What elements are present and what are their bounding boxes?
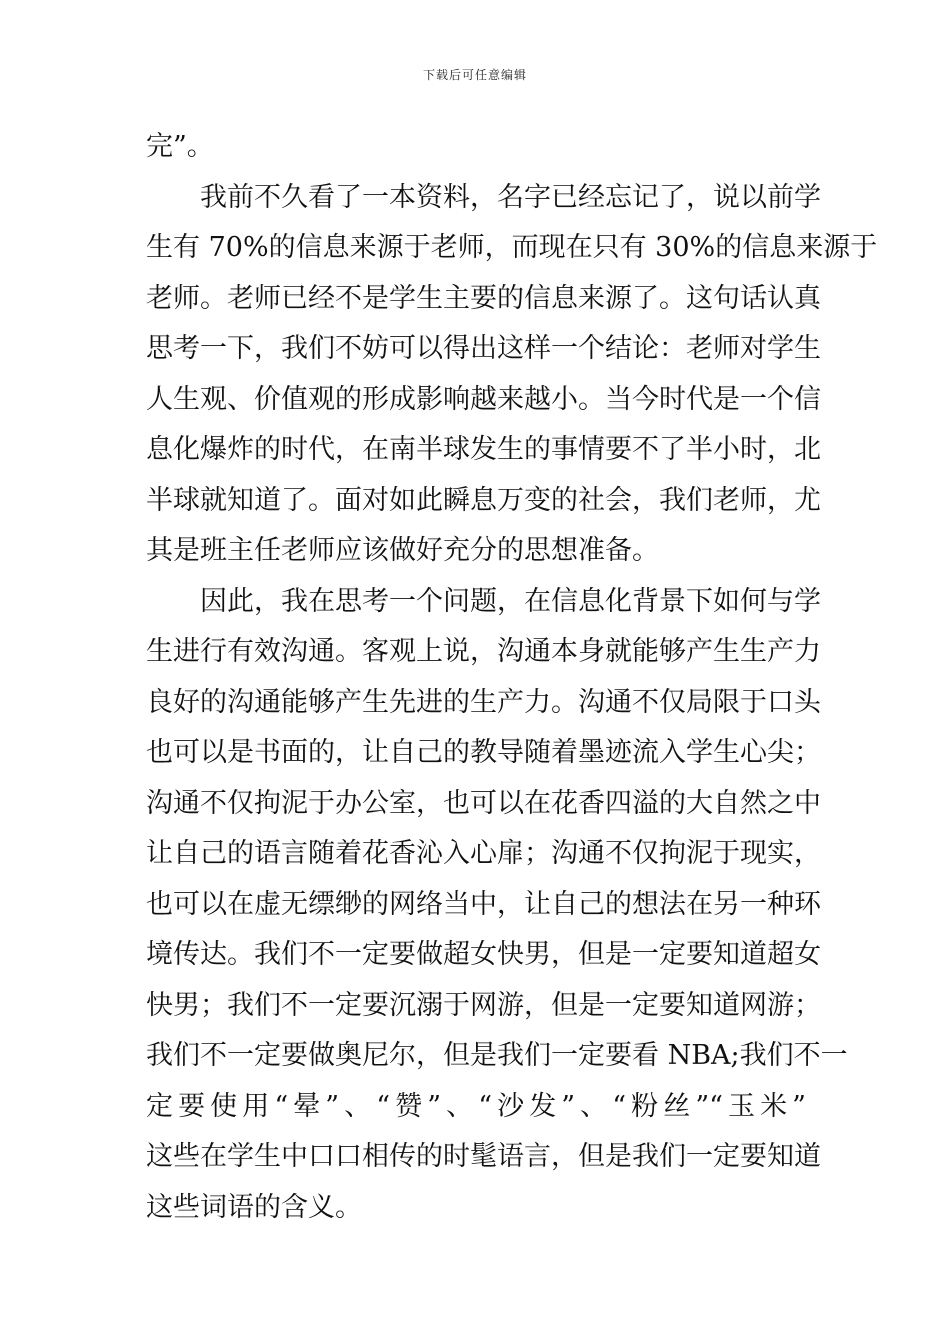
text-line: 也可以在虚无缥缈的网络当中，让自己的想法在另一种环 [146,888,821,920]
text-line: 定要使用“晕”、“赞”、“沙发”、“粉丝”“玉米” [146,1090,806,1122]
text-line: 让自己的语言随着花香沁入心扉；沟通不仅拘泥于现实， [146,838,821,869]
text-line: 息化爆炸的时代，在南半球发生的事情要不了半小时，北 [146,434,821,465]
text-line: 我们不一定要做奥尼尔，但是我们一定要看 NBA;我们不一 [146,1040,848,1071]
text-line: 境传达。我们不一定要做超女快男，但是一定要知道超女 [146,939,821,970]
text-line: 也可以是书面的，让自己的教导随着墨迹流入学生心尖； [146,737,821,768]
text-line: 良好的沟通能够产生先进的生产力。沟通不仅局限于口头 [146,686,821,718]
text-line: 老师。老师已经不是学生主要的信息来源了。这句话认真 [146,282,821,314]
text-line: 其是班主任老师应该做好充分的思想准备。 [146,535,659,566]
text-line: 因此，我在思考一个问题，在信息化背景下如何与学 [200,585,821,617]
text-line: 半球就知道了。面对如此瞬息万变的社会，我们老师，尤 [146,484,821,516]
text-line: 沟通不仅拘泥于办公室，也可以在花香四溢的大自然之中 [146,787,821,819]
text-line: 我前不久看了一本资料，名字已经忘记了，说以前学 [200,181,821,213]
text-line: 思考一下，我们不妨可以得出这样一个结论：老师对学生 [146,333,821,364]
page-header: 下载后可任意编辑 [422,68,527,82]
text-line: 快男；我们不一定要沉溺于网游，但是一定要知道网游； [146,989,821,1021]
document-body [146,122,878,1233]
text-line: 这些在学生中口口相传的时髦语言，但是我们一定要知道 [146,1141,821,1172]
text-line: 生进行有效沟通。客观上说，沟通本身就能够产生生产力 [146,636,821,667]
text-line: 这些词语的含义。 [146,1191,362,1223]
text-line: 完”。 [146,131,214,162]
text-line: 人生观、价值观的形成影响越来越小。当今时代是一个信 [146,383,821,415]
text-line: 生有 70%的信息来源于老师，而现在只有 30%的信息来源于 [146,232,878,263]
